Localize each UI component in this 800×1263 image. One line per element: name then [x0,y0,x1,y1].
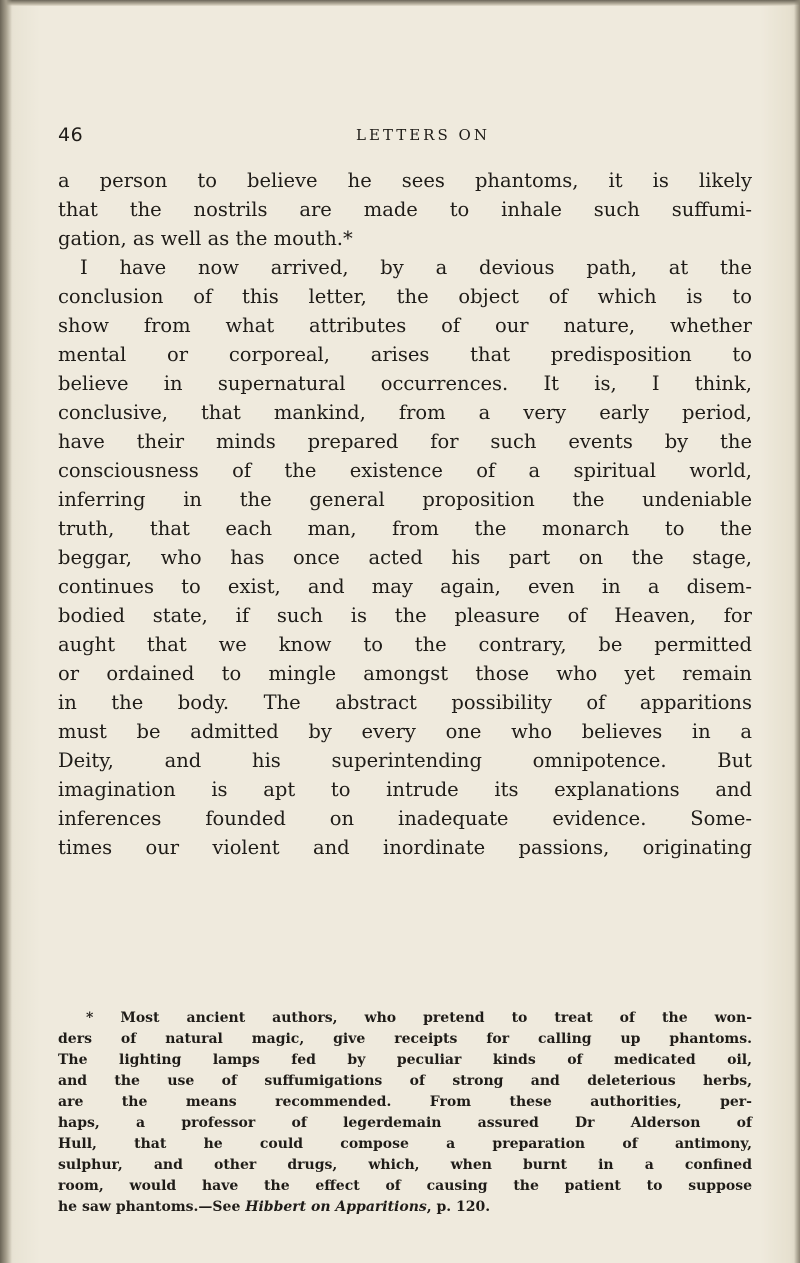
body-line: imagination is apt to intrude its explanations and [58,778,752,801]
body-line: times our violent and inordinate passions, originating [58,836,752,859]
body-line: have their minds prepared for such events by the [58,430,752,453]
body-line: that the nostrils are made to inhale such suffumi- [58,198,752,221]
footnote-last-prefix: he saw phantoms.—See [58,1199,246,1215]
body-line: I have now arrived, by a devious path, at the [80,256,752,279]
body-line: gation, as well as the mouth.* [58,227,353,250]
body-line: show from what attributes of our nature, whether [58,314,752,337]
body-line: believe in supernatural occurrences. It is, I think, [58,372,752,395]
footnote-line: The lighting lamps fed by peculiar kinds of medicated oil, [58,1052,752,1068]
footnote [58,1008,752,1218]
footnote-last-line [58,1197,752,1218]
footnote-line: sulphur, and other drugs, which, when burnt in a confined [58,1157,752,1173]
running-head: LETTERS ON [356,126,490,144]
body-line: mental or corporeal, arises that predisposition to [58,343,752,366]
body-text [58,166,752,862]
page-header [58,124,748,154]
body-line: in the body. The abstract possibility of apparitions [58,691,752,714]
body-line: or ordained to mingle amongst those who yet remain [58,662,752,685]
footnote-line: * Most ancient authors, who pretend to treat of the won- [86,1010,752,1026]
body-line: bodied state, if such is the pleasure of Heaven, for [58,604,752,627]
footnote-line: room, would have the effect of causing the patient to suppose [58,1178,752,1194]
footnote-line: are the means recommended. From these authorities, per- [58,1094,752,1110]
page-top-edge [0,0,800,6]
body-line: a person to believe he sees phantoms, it is likely [58,169,752,192]
body-line: inferences founded on inadequate evidence. Some- [58,807,752,830]
footnote-line: ders of natural magic, give receipts for calling up phantoms. [58,1031,752,1047]
body-line: continues to exist, and may again, even in a disem- [58,575,752,598]
body-line: beggar, who has once acted his part on the stage, [58,546,752,569]
footnote-line: Hull, that he could compose a preparation of antimony, [58,1136,752,1152]
footnote-line: haps, a professor of legerdemain assured Dr Alderson of [58,1115,752,1131]
page-right-edge [794,0,800,1263]
body-line: Deity, and his superintending omnipotence. But [58,749,752,772]
footnote-line: and the use of suffumigations of strong and deleterious herbs, [58,1073,752,1089]
body-line: conclusive, that mankind, from a very early period, [58,401,752,424]
body-line: consciousness of the existence of a spiritual world, [58,459,752,482]
page-number: 46 [58,124,84,146]
spine-shadow [0,0,12,1263]
body-line: aught that we know to the contrary, be permitted [58,633,752,656]
footnote-citation: Hibbert on Apparitions [245,1199,427,1215]
footnote-last-suffix: , p. 120. [426,1199,491,1215]
body-line: truth, that each man, from the monarch to the [58,517,752,540]
body-line: must be admitted by every one who believes in a [58,720,752,743]
body-line: conclusion of this letter, the object of which is to [58,285,752,308]
body-line: inferring in the general proposition the undeniable [58,488,752,511]
